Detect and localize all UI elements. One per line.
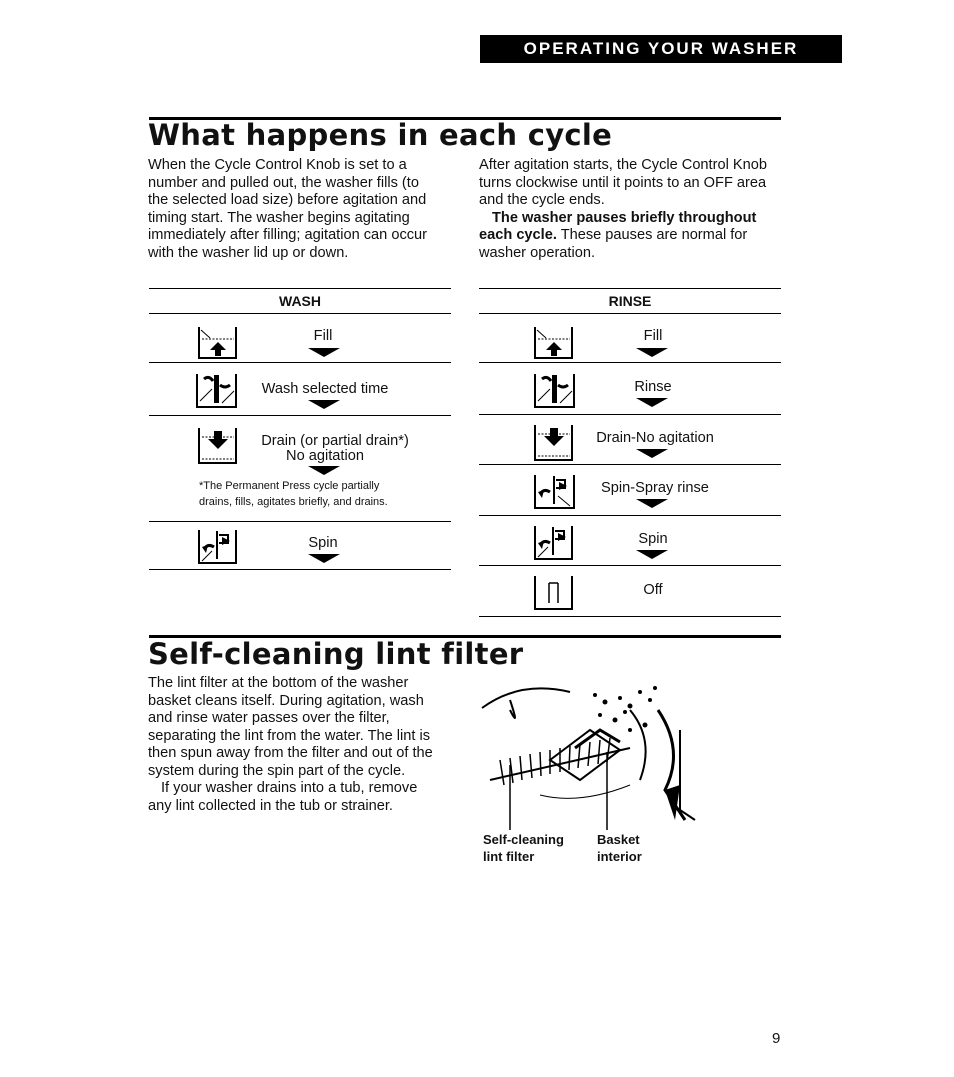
arrow-down-icon [636, 398, 668, 407]
fill-icon [534, 324, 574, 360]
caption-basket-interior: Basket interior [597, 832, 642, 864]
agitate-icon [196, 371, 238, 409]
lint-text: The lint filter at the bottom of the washer basket cleans itself. During agitation, wash and rinse water passes over the filter, separating the lint from the water. The lint is then spun away from the filter and out of the system during the spin part of the cycle. If your washer drains into a tub, remove any lint collected in the tub or strainer. [148, 675, 433, 814]
wash-step-agitate: Wash selected time [261, 381, 389, 397]
arrow-down-icon [308, 466, 340, 475]
section-banner: OPERATING YOUR WASHER [480, 35, 842, 63]
wash-step-drain: Drain (or partial drain*) [261, 433, 409, 449]
off-icon [534, 573, 574, 611]
fill-icon [198, 324, 238, 360]
pause-bold-1: The washer pauses briefly throughout [492, 209, 757, 226]
wash-heading: WASH [279, 293, 321, 309]
rinse-step-drain: Drain-No agitation [596, 430, 714, 446]
wash-step-spin: Spin [308, 535, 338, 551]
cycle-left-text: When the Cycle Control Knob is set to a number and pulled out, the washer fills (to the selected load size) before agitation and timing start. The washer begins agitating immediately after filling; agitation can occur with the washer lid up or down. [148, 157, 428, 261]
spin-spray-icon [534, 472, 576, 510]
wash-footnote: *The Permanent Press cycle partially drains, fills, agitates briefly, and drains. [199, 480, 388, 508]
rinse-heading: RINSE [608, 293, 652, 309]
lint-filter-illustration [480, 670, 710, 830]
pause-bold-2: each cycle. [479, 227, 557, 243]
cycle-title: What happens in each cycle [148, 118, 613, 152]
rinse-step-fill: Fill [643, 328, 663, 344]
page-number: 9 [772, 1030, 781, 1047]
drain-icon [534, 422, 574, 462]
arrow-down-icon [308, 554, 340, 563]
drain-icon [198, 425, 238, 465]
arrow-down-icon [636, 348, 668, 357]
cycle-right-text: After agitation starts, the Cycle Control Knob turns clockwise until it points to an OFF area and the cycle ends. The washer pauses briefly throughout each cycle. These pauses are normal for washer operation. [479, 157, 767, 261]
rinse-top-rule [479, 288, 781, 289]
spin-icon [198, 527, 238, 565]
rinse-step-rinse: Rinse [634, 379, 672, 395]
rinse-step-spin-spray: Spin-Spray rinse [601, 480, 709, 496]
arrow-down-icon [308, 400, 340, 409]
rinse-step-off: Off [643, 582, 663, 598]
arrow-down-icon [636, 550, 668, 559]
arrow-down-icon [636, 499, 668, 508]
arrow-down-icon [308, 348, 340, 357]
caption-lint-filter: Self-cleaning lint filter [483, 832, 564, 864]
wash-step-no-agitation: No agitation [286, 448, 364, 464]
rinse-step-spin: Spin [638, 531, 668, 547]
spin-icon [534, 523, 574, 561]
arrow-down-icon [636, 449, 668, 458]
wash-step-fill: Fill [313, 328, 333, 344]
lint-title: Self-cleaning lint filter [148, 637, 524, 671]
wash-top-rule [149, 288, 451, 289]
agitate-icon [534, 371, 576, 409]
